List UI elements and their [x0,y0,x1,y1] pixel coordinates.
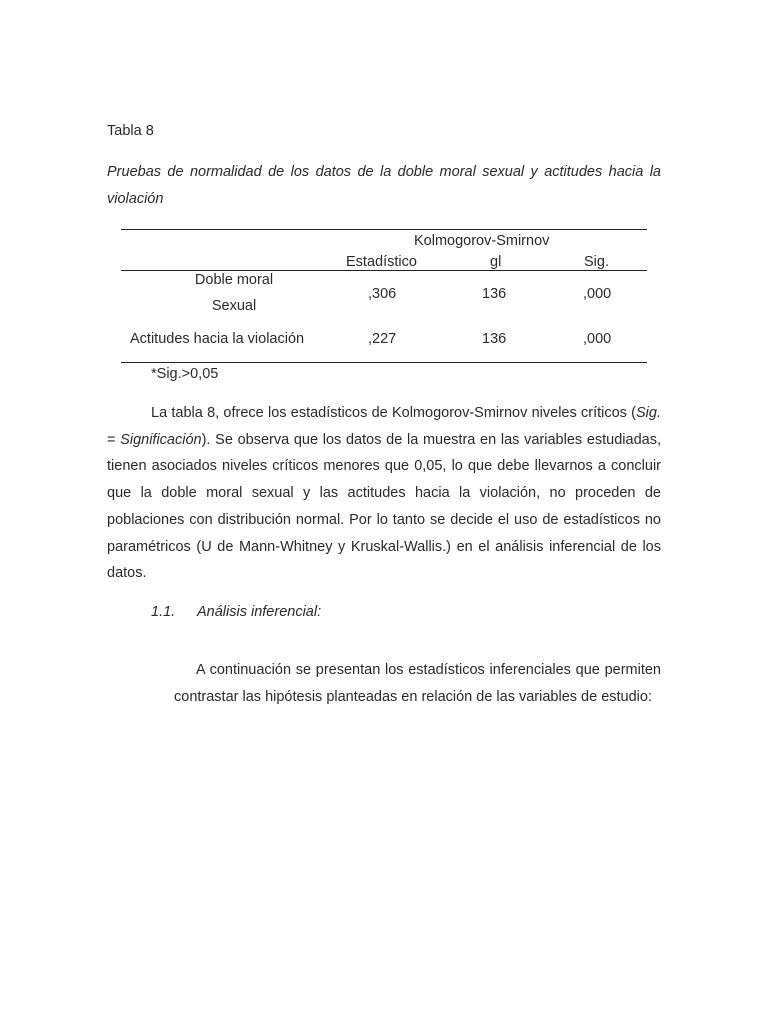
cell-doble-moral-sig: ,000 [583,286,612,302]
table-group-header: Kolmogorov-Smirnov [414,233,550,249]
cell-actitudes-gl: 136 [482,331,507,347]
column-header-gl: gl [490,254,502,270]
paragraph-sig-abbr: Sig. [636,405,661,421]
table-top-rule [121,229,647,230]
table-title: Pruebas de normalidad de los datos de la doble moral sexual y actitudes hacia la violación [107,164,661,207]
table-header-rule [121,270,647,271]
cell-actitudes-sig: ,000 [583,331,612,347]
table-bottom-rule [121,362,647,363]
cell-actitudes-estadistico: ,227 [368,331,397,347]
column-header-estadistico: Estadístico [346,254,417,270]
paragraph-eq: = [107,431,121,448]
body-paragraph [107,400,661,587]
cell-doble-moral-gl: 136 [482,286,507,302]
column-header-sig: Sig. [584,254,609,270]
section-number: 1.1. [151,604,176,620]
sub-paragraph: A continuación se presentan los estadísticos inferenciales que permiten contrastar las hipótesis planteadas en relación de las variables de estudio: [174,662,661,705]
table-label: Tabla 8 [107,123,154,139]
row-label-actitudes: Actitudes hacia la violación [130,331,305,347]
section-heading [151,604,321,620]
cell-doble-moral-estadistico: ,306 [368,286,397,302]
paragraph-text-2: ). Se observa que los datos de la muestra en las variables estudiadas, tienen asociados niveles críticos menores que 0,05, lo que debe llevarnos a concluir que la doble moral sexual y las actitudes hacia la violación, no proceden de poblaciones con distribución normal. Por lo tanto se decide el uso de estadísticos no paramétricos (U de Mann-Whitney y Kruskal-Wallis.) en el análisis inferencial de los datos. [107,431,661,582]
paragraph-sig-full: Significación [120,431,202,448]
row-label-doble-moral-line1: Doble moral [194,272,274,288]
section-title: Análisis inferencial: [197,604,322,620]
row-label-doble-moral-line2: Sexual [211,298,257,314]
table-note: *Sig.>0,05 [151,366,219,382]
paragraph-text-1: La tabla 8, ofrece los estadísticos de Kolmogorov-Smirnov niveles críticos ( [151,405,636,421]
